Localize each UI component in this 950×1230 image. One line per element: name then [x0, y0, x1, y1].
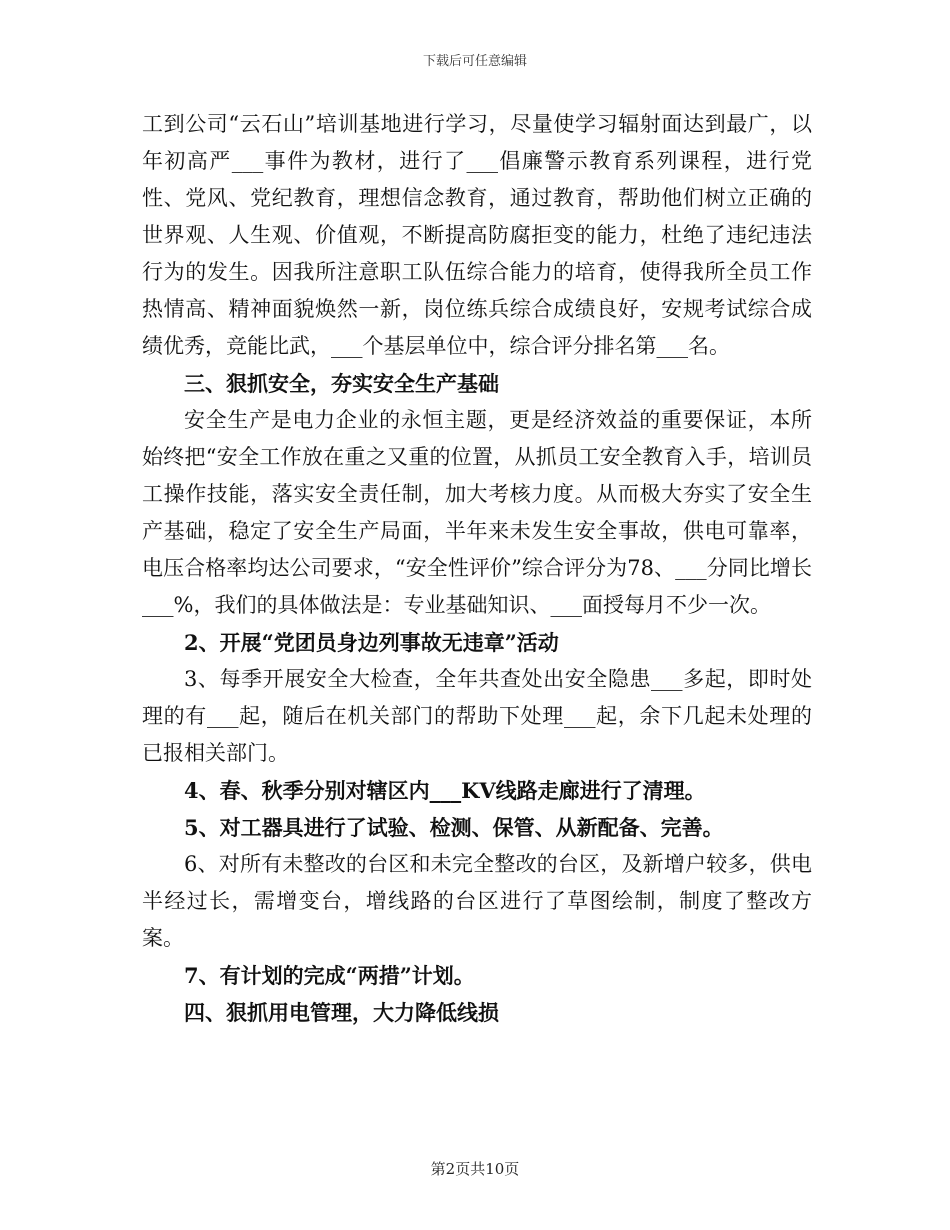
- paragraph-safety-production: 安全生产是电力企业的永恒主题，更是经济效益的重要保证，本所始终把“安全工作放在重之又重的位置，从抓员工安全教育入手，培训员工操作技能，落实安全责任制，加大考核力度。从而极大夯实了安全生产基础，稳定了安全生产局面，半年来未发生安全事故，供电可靠率，电压合格率均达公司要求，“安全性评价”综合评分为78、___分同比增长___%，我们的具体做法是：专业基础知识、___面授每月不少一次。: [142, 408, 812, 617]
- paragraph-item-3: 3、每季开展安全大检查，全年共查处出安全隐患___多起，即时处理的有___起，随后在机关部门的帮助下处理___起，余下几起未处理的已报相关部门。: [142, 667, 812, 765]
- item-heading-7: 7、有计划的完成“两措”计划。: [184, 963, 475, 988]
- paragraph-training-continuation: 工到公司“云石山”培训基地进行学习，尽量使学习辐射面达到最广，以年初高严___事件为教材，进行了___倡廉警示教育系列课程，进行党性、党风、党纪教育，理想信念教育，通过教育，帮助他们树立正确的世界观、人生观、价值观，不断提高防腐拒变的能力，杜绝了违纪违法行为的发生。因我所注意职工队伍综合能力的培育，使得我所全员工作热情高、精神面貌焕然一新，岗位练兵综合成绩良好，安规考试综合成绩优秀，竞能比武，___个基层单位中，综合评分排名第___名。: [142, 112, 812, 358]
- paragraph-item-6: 6、对所有未整改的台区和未完全整改的台区，及新增户较多，供电半经过长，需增变台，增线路的台区进行了草图绘制，制度了整改方案。: [142, 852, 812, 950]
- document-body: [142, 106, 812, 1031]
- item-heading-2: 2、开展“党团员身边列事故无违章”活动: [184, 630, 559, 655]
- item-heading-4: 4、春、秋季分别对辖区内___KV线路走廊进行了清理。: [184, 778, 706, 803]
- page-header-note: 下载后可任意编辑: [422, 54, 527, 69]
- section-heading-power-management: 四、狠抓用电管理，大力降低线损: [184, 1000, 499, 1025]
- item-heading-5: 5、对工器具进行了试验、检测、保管、从新配备、完善。: [184, 815, 724, 840]
- page-number: 第2页共10页: [430, 1160, 520, 1178]
- section-heading-safety: 三、狠抓安全，夯实安全生产基础: [184, 371, 499, 396]
